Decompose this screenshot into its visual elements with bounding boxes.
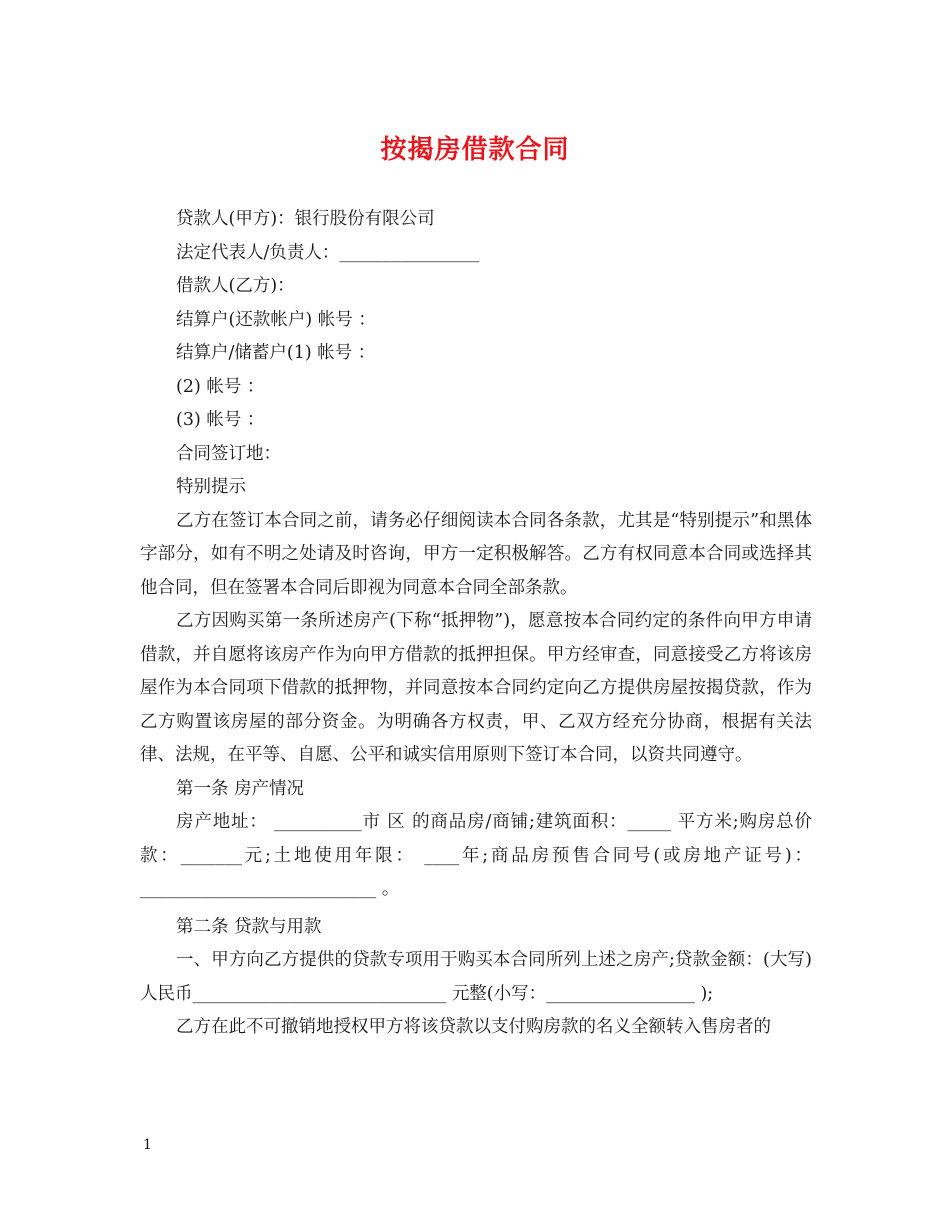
article-2-heading: 第二条 贷款与用款	[176, 916, 322, 937]
signing-place-line: 合同签订地：	[176, 443, 281, 464]
borrower-line: 借款人(乙方)：	[176, 276, 295, 296]
preamble-paragraph: 乙方因购买第一条所述房产(下称“抵押物”)，愿意按本合同约定的条件向甲方申请借款，并自愿将该房产作为向甲方借款的抵押担保。甲方经审查，同意接受乙方将该房屋作为本合同项下借款的抵押物，并同意按本合同约定向乙方提供房屋按揭贷款，作为乙方购置该房屋的部分资金。为明确各方权责，甲、乙双方经充分协商，根据有关法律、法规，在平等、自愿、公平和诚实信用原则下签订本合同，以资共同遵守。	[140, 611, 812, 765]
article-1-heading: 第一条 房产情况	[176, 778, 305, 799]
notice-paragraph: 乙方在签订本合同之前，请务必仔细阅读本合同各条款，尤其是“特别提示”和黑体字部分，如有不明之处请及时咨询，甲方一定积极解答。乙方有权同意本合同或选择其他合同，但在签署本合同后即视为同意本合同全部条款。	[140, 510, 812, 598]
repayment-account-line: 结算户(还款帐户) 帐号 ：	[176, 309, 376, 330]
legal-representative-line: 法定代表人/负责人：________________	[176, 242, 480, 263]
document-title: 按揭房借款合同	[380, 135, 570, 165]
account-2-line: (2) 帐号 ：	[176, 376, 265, 397]
article-1-text: 房产地址： __________市 区 的商品房/商铺;建筑面积：_____ 平方米;购房总价款：_______元;土地使用年限： ____年;商品房预售合同号(或房地产证号)：___________________________ 。	[140, 812, 812, 899]
special-notice-heading: 特别提示	[176, 477, 246, 497]
article-2-text-2: 乙方在此不可撤销地授权甲方将该贷款以支付购房款的名义全额转入售房者的	[176, 1017, 771, 1037]
article-2-text-1: 一、甲方向乙方提供的贷款专项用于购买本合同所列上述之房产;贷款金额：(大写)人民币_____________________________ 元整(小写：_________________ );	[140, 950, 812, 1004]
document-body	[140, 203, 812, 1045]
page-number: 1	[143, 1137, 152, 1153]
account-3-line: (3) 帐号 ：	[176, 410, 265, 430]
lender-line: 贷款人(甲方)：银行股份有限公司	[176, 209, 435, 229]
savings-account-1-line: 结算户/储蓄户(1) 帐号 ：	[176, 343, 376, 363]
